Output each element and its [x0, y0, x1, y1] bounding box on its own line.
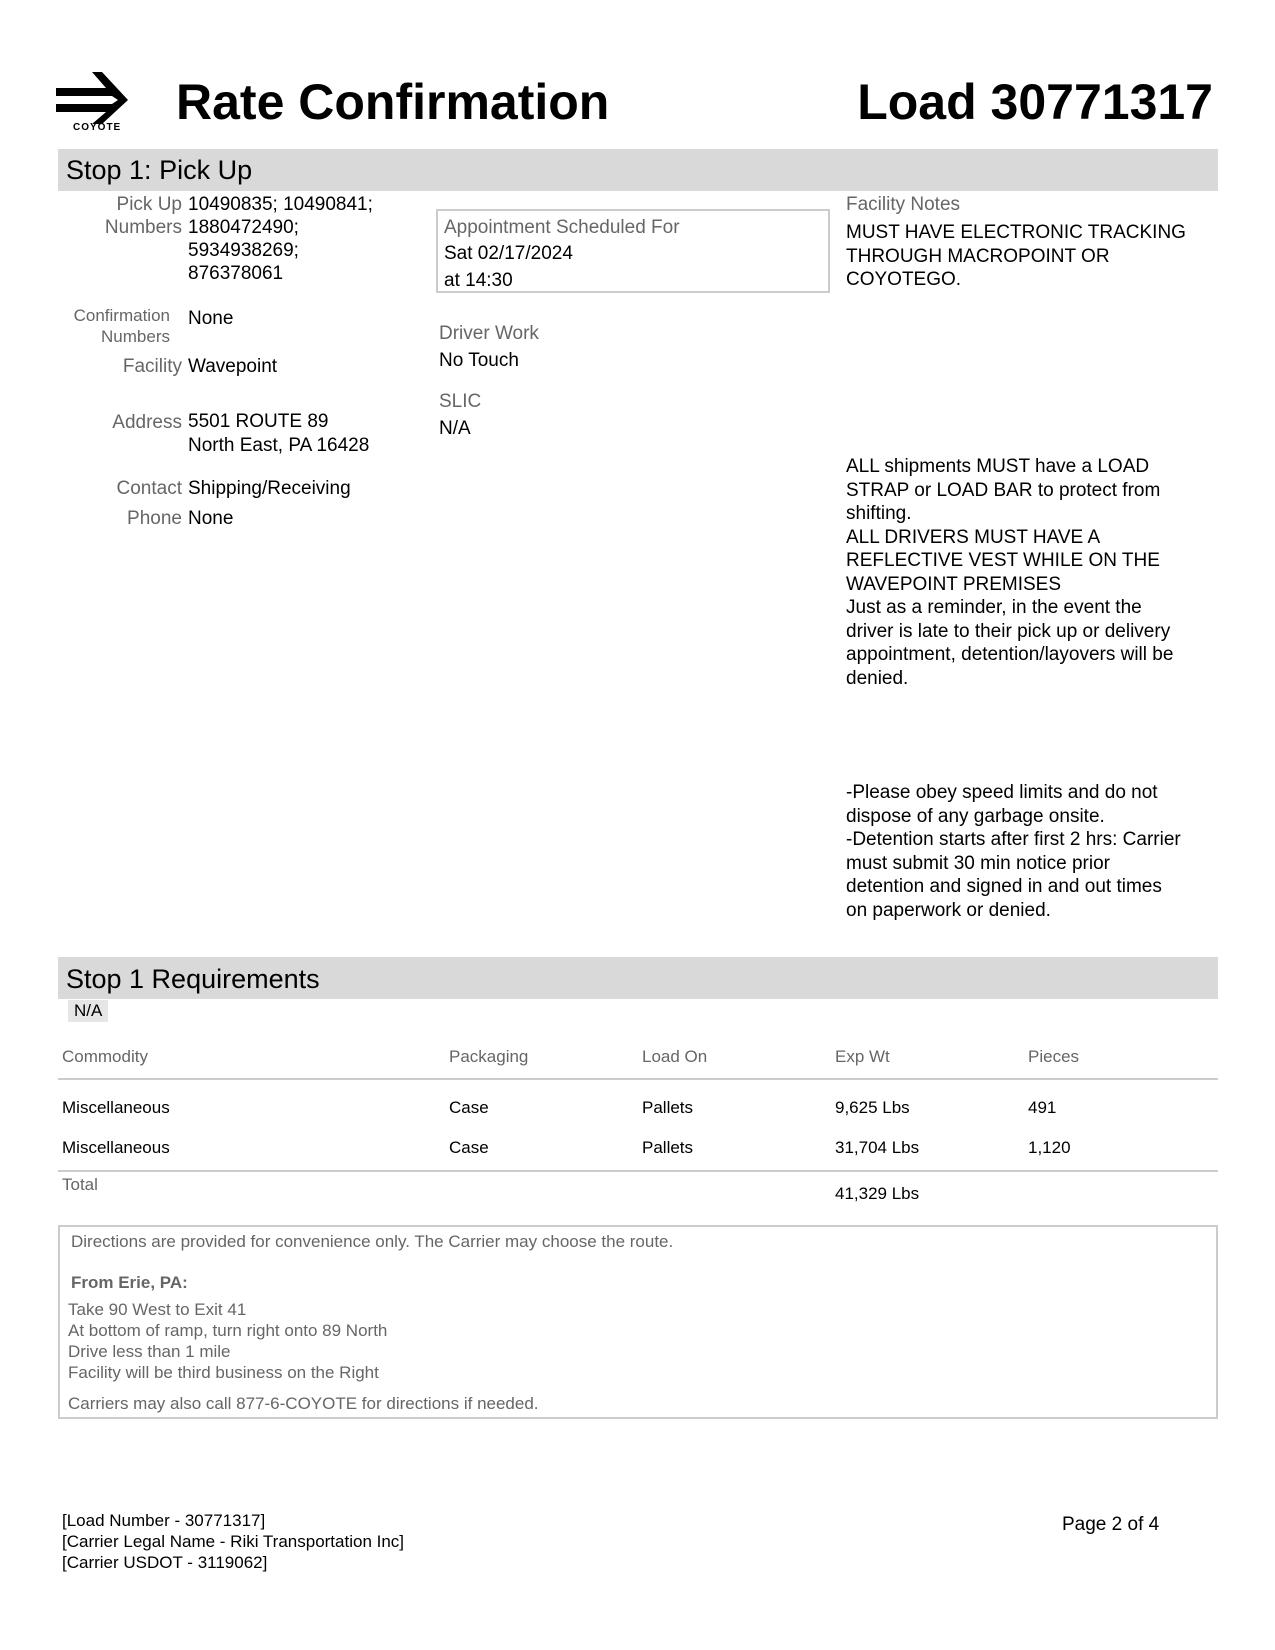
header-exp-wt: Exp Wt — [835, 1047, 890, 1066]
total-label: Total — [62, 1175, 98, 1194]
appointment-box — [436, 209, 830, 293]
confirmation-value: None — [188, 308, 234, 329]
facility-label: Facility — [122, 356, 182, 377]
directions-step-4: Facility will be third business on the Right — [68, 1363, 379, 1382]
footer-carrier-usdot: [Carrier USDOT - 3119062] — [62, 1553, 268, 1572]
address-line-1: 5501 ROUTE 89 — [188, 411, 329, 432]
header-pieces: Pieces — [1028, 1047, 1080, 1066]
slic-value: N/A — [439, 418, 471, 439]
pickup-number-3: 5934938269; — [188, 240, 299, 261]
contact-value: Shipping/Receiving — [188, 478, 351, 499]
row1-pieces: 491 — [1028, 1098, 1057, 1117]
directions-box — [58, 1225, 1218, 1419]
appointment-date: Sat 02/17/2024 — [444, 243, 573, 264]
appointment-time: at 14:30 — [444, 270, 513, 291]
load-number-title: Load 30771317 — [857, 74, 1213, 130]
row1-exp-wt: 9,625 Lbs — [835, 1098, 910, 1117]
requirements-value: N/A — [68, 1000, 108, 1022]
requirements-section-header: Stop 1 Requirements — [58, 957, 1218, 999]
address-label: Address — [112, 412, 182, 433]
phone-value: None — [188, 508, 234, 529]
row2-packaging: Case — [449, 1138, 489, 1157]
confirmation-label-1: Confirmation — [73, 306, 170, 325]
stop-section-header: Stop 1: Pick Up — [58, 149, 1218, 191]
document-title: Rate Confirmation — [176, 74, 610, 130]
logo-text: COYOTE — [73, 122, 122, 133]
row1-packaging: Case — [449, 1098, 489, 1117]
table-header-row — [58, 1045, 1218, 1080]
total-divider — [58, 1170, 1218, 1172]
facility-value: Wavepoint — [188, 356, 278, 377]
row1-load-on: Pallets — [642, 1098, 694, 1117]
commodity-table — [58, 1045, 1218, 1164]
confirmation-label-2: Numbers — [101, 327, 170, 346]
contact-label: Contact — [116, 478, 182, 499]
directions-step-1: Take 90 West to Exit 41 — [68, 1300, 247, 1319]
coyote-logo — [56, 72, 136, 136]
directions-from-label: From Erie, PA: — [71, 1273, 188, 1292]
facility-notes-tracking: MUST HAVE ELECTRONIC TRACKING THROUGH MACROPOINT OR COYOTEGO. — [846, 222, 1186, 290]
header-packaging: Packaging — [449, 1047, 529, 1066]
coyote-logo-icon — [56, 72, 136, 124]
row2-exp-wt: 31,704 Lbs — [835, 1138, 920, 1157]
slic-label: SLIC — [439, 391, 482, 412]
pickup-number-4: 876378061 — [188, 263, 284, 284]
table-row — [58, 1122, 1218, 1164]
directions-step-3: Drive less than 1 mile — [68, 1342, 231, 1361]
pickup-number-1: 10490835; 10490841; — [188, 194, 373, 215]
table-row — [58, 1080, 1218, 1122]
pickup-number-2: 1880472490; — [188, 217, 299, 238]
row2-load-on: Pallets — [642, 1138, 694, 1157]
pickup-numbers-label-1: Pick Up — [116, 194, 182, 215]
facility-notes-safety: ALL shipments MUST have a LOAD STRAP or LOAD BAR to protect from shifting. ALL DRIVERS MUST HAVE A REFLECTIVE VEST WHILE ON THE WAVEPOINT PREMISES Just as a reminder, in the event the driver is late to their pick up or delivery appointment, detention/layovers will be denied. — [846, 456, 1174, 689]
directions-disclaimer: Directions are provided for convenience only. The Carrier may choose the route. — [71, 1232, 674, 1251]
header-load-on: Load On — [642, 1047, 708, 1066]
phone-label: Phone — [127, 508, 182, 529]
directions-step-2: At bottom of ramp, turn right onto 89 North — [68, 1321, 388, 1340]
facility-notes-label: Facility Notes — [846, 194, 961, 215]
directions-call-note: Carriers may also call 877-6-COYOTE for directions if needed. — [68, 1394, 539, 1413]
footer-info — [62, 1510, 404, 1573]
address-line-2: North East, PA 16428 — [188, 435, 370, 456]
row1-commodity: Miscellaneous — [62, 1098, 170, 1117]
footer-carrier-name: [Carrier Legal Name - Riki Transportation Inc] — [62, 1532, 405, 1551]
header-commodity: Commodity — [62, 1047, 148, 1066]
driver-work-value: No Touch — [439, 350, 519, 371]
facility-notes-rules: -Please obey speed limits and do not dispose of any garbage onsite. -Detention starts after first 2 hrs: Carrier must submit 30 min notice prior detention and signed in and out times on paperwork or denied. — [846, 782, 1181, 921]
pickup-numbers-label-2: Numbers — [104, 217, 182, 238]
row2-commodity: Miscellaneous — [62, 1138, 170, 1157]
total-weight: 41,329 Lbs — [835, 1184, 920, 1203]
page-number: Page 2 of 4 — [1062, 1514, 1160, 1535]
appointment-label: Appointment Scheduled For — [444, 217, 680, 238]
footer-load-number: [Load Number - 30771317] — [62, 1511, 266, 1530]
row2-pieces: 1,120 — [1028, 1138, 1071, 1157]
driver-work-label: Driver Work — [439, 323, 539, 344]
